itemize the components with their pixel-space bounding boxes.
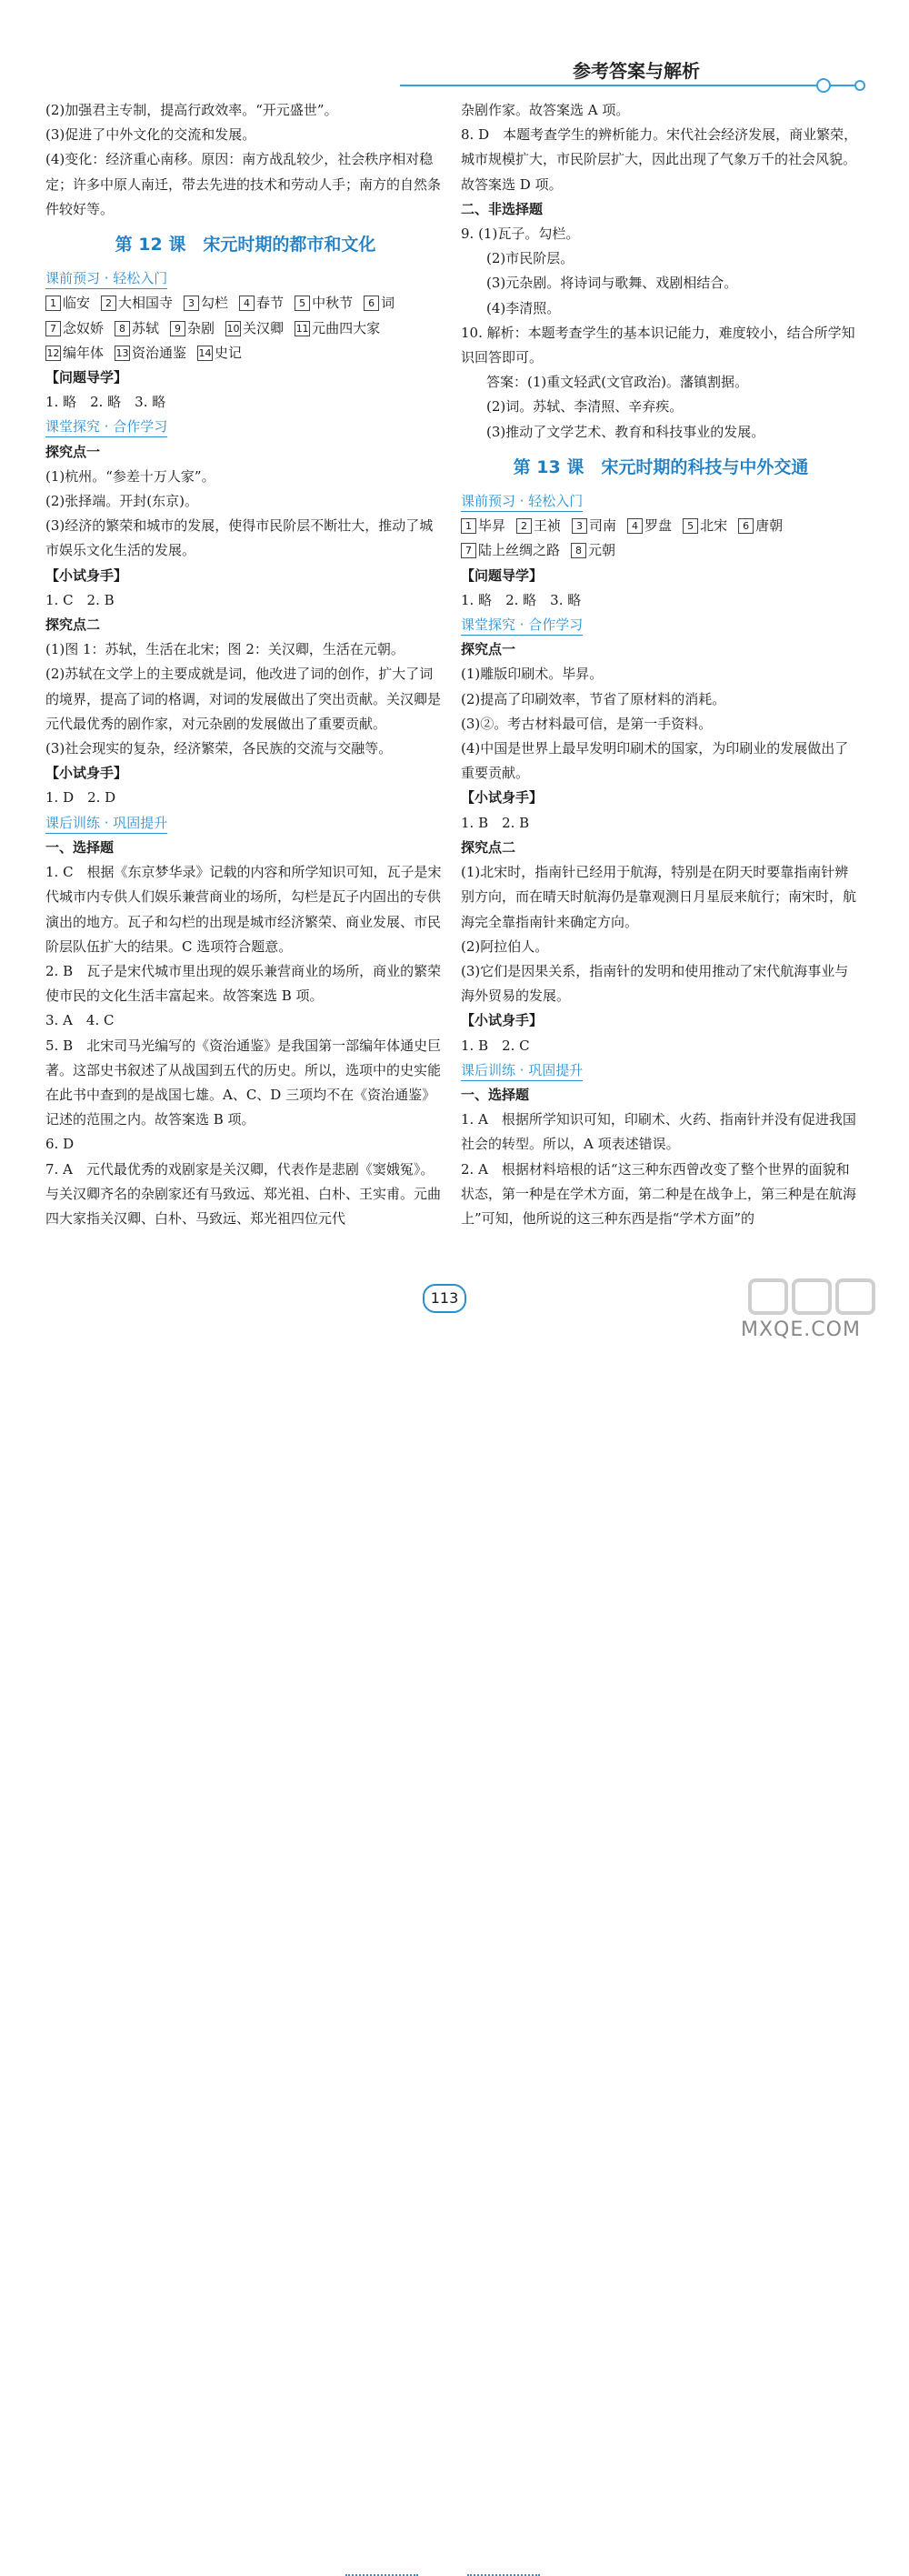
keyword-item: 7 陆上丝绸之路 <box>461 538 560 563</box>
lesson-12-title: 第 12 课 宋元时期的都市和文化 <box>115 235 376 256</box>
text-line: (3)促进了中外文化的交流和发展。 <box>45 126 256 144</box>
text-line: (4)李清照。 <box>486 299 561 316</box>
text-line: (2)加强君主专制，提高行政效率。“开元盛世”。 <box>45 102 338 118</box>
section-heading-explore: 课堂探究 · 合作学习 <box>461 615 583 636</box>
answer-item: 3. A 4. C <box>45 1012 115 1029</box>
keyword-item: 8 元朝 <box>571 538 615 563</box>
keyword-item: 1 临安 <box>45 291 90 316</box>
multiple-choice-heading: 一、选择题 <box>461 1086 530 1103</box>
answer-line: 1. 略 2. 略 3. 略 <box>45 394 166 411</box>
page-header <box>0 0 909 91</box>
keyword-list <box>461 514 861 563</box>
keyword-item: 9 杂剧 <box>170 316 215 341</box>
text-line: (1)图 1：苏轼，生活在北宋；图 2：关汉卿，生活在元朝。 <box>45 641 405 658</box>
keyword-item: 13 资治通鉴 <box>115 344 187 361</box>
keyword-list <box>45 291 445 366</box>
keyword-item: 2 大相国寺 <box>101 291 173 316</box>
text-line: (3)社会现实的复杂，经济繁荣，各民族的交流与交融等。 <box>45 740 393 757</box>
section-heading-practice: 课后训练 · 巩固提升 <box>45 813 167 834</box>
section-heading-explore: 课堂探究 · 合作学习 <box>45 416 167 437</box>
try-heading: 【小试身手】 <box>461 1012 544 1029</box>
page-number: 113 <box>423 1284 466 1313</box>
try-heading: 【小试身手】 <box>461 789 544 807</box>
non-choice-heading: 二、非选择题 <box>461 200 544 217</box>
keyword-item: 3 勾栏 <box>184 291 228 316</box>
keyword-item: 14 史记 <box>198 344 243 361</box>
keyword-item: 12 编年体 <box>46 344 105 361</box>
explore-point-heading: 探究点二 <box>45 616 101 634</box>
keyword-item: 5 北宋 <box>683 514 727 538</box>
question-guide-heading: 【问题导学】 <box>461 566 544 584</box>
text-line: (2)阿拉伯人。 <box>461 937 549 955</box>
answer-item: 1. A 根据所学知识可知，印刷术、火药、指南针并没有促进我国社会的转型。所以，A 项表述错误。 <box>461 1111 856 1153</box>
lesson-13-title: 第 13 课 宋元时期的科技与中外交通 <box>513 456 809 477</box>
answer-item: 2. B 瓦子是宋代城市里出现的娱乐兼营商业的场所，商业的繁荣使市民的文化生活丰富起来。故答案选 B 项。 <box>45 962 442 1005</box>
keyword-item: 1 毕昇 <box>461 514 505 538</box>
text-line: (3)推动了文学艺术、教育和科技事业的发展。 <box>486 423 765 440</box>
keyword-item: 4 罗盘 <box>627 514 672 538</box>
text-line: (2)苏轼在文学上的主要成就是词，他改进了词的创作，扩大了词的境界，提高了词的格调，对词的发展做出了突出贡献。关汉卿是元代最优秀的剧作家，对元杂剧的发展做出了重要贡献。 <box>45 666 442 732</box>
text-line: (1)北宋时，指南针已经用于航海，特别是在阴天时要靠指南针辨别方向，而在晴天时航海仍是靠观测日月星辰来航行；南宋时，航海完全靠指南针来确定方向。 <box>461 864 857 930</box>
section-heading-preview: 课前预习 · 轻松入门 <box>45 268 167 289</box>
keyword-item: 4 春节 <box>239 291 284 316</box>
text-line: (2)词。苏轼、李清照、辛弃疾。 <box>486 398 684 416</box>
keyword-item: 6 词 <box>364 291 395 316</box>
text-line: (3)经济的繁荣和城市的发展，使得市民阶层不断壮大，推动了城市娱乐文化生活的发展。 <box>45 517 434 559</box>
text-line: (2)市民阶层。 <box>486 250 574 267</box>
explore-point-heading: 探究点一 <box>461 641 516 658</box>
text-line: (2)提高了印刷效率，节省了原材料的消耗。 <box>461 690 726 707</box>
keyword-item: 11 元曲四大家 <box>295 319 381 336</box>
text-line: (2)张择端。开封(东京)。 <box>45 493 198 510</box>
explore-point-heading: 探究点一 <box>45 443 101 460</box>
text-line: (3)它们是因果关系，指南针的发明和使用推动了宋代航海事业与海外贸易的发展。 <box>461 962 849 1005</box>
text-line: (1)杭州。“参差十万人家”。 <box>45 467 215 485</box>
text-line: 杂剧作家。故答案选 A 项。 <box>461 102 630 118</box>
answer-line: 1. B 2. C <box>461 1037 530 1054</box>
text-line: (4)中国是世界上最早发明印刷术的国家，为印刷业的发展做出了重要贡献。 <box>461 740 849 782</box>
text-line: (1)雕版印刷术。毕昇。 <box>461 666 604 683</box>
answer-item: 10. 解析：本题考查学生的基本识记能力，难度较小，结合所学知识回答即可。 <box>461 324 855 366</box>
answer-item: 5. B 北宋司马光编写的《资治通鉴》是我国第一部编年体通史巨著。这部史书叙述了从战国到五代的历史。所以，选项中的史实能在此书中查到的是战国七雄。A、C、D 三项均不在《资治通鉴》记述的范围之内。故答案选 B 项。 <box>45 1037 442 1128</box>
try-heading: 【小试身手】 <box>45 765 128 782</box>
header-title: 参考答案与解析 <box>573 60 700 82</box>
answer-line: 1. 略 2. 略 3. 略 <box>461 591 582 608</box>
answer-item: 8. D 本题考查学生的辨析能力。宋代社会经济发展，商业繁荣，城市规模扩大，市民阶层扩大，因此出现了气象万千的社会风貌。故答案选 D 项。 <box>461 126 858 193</box>
text-line: (3)元杂剧。将诗词与歌舞、戏剧相结合。 <box>486 275 738 292</box>
keyword-item: 6 唐朝 <box>738 514 783 538</box>
header-ornament-icon <box>809 76 873 95</box>
keyword-item: 8 苏轼 <box>115 316 159 341</box>
header-rule <box>400 85 818 86</box>
try-heading: 【小试身手】 <box>45 566 128 584</box>
keyword-item: 3 司南 <box>572 514 616 538</box>
keyword-item: 7 念奴娇 <box>45 316 104 341</box>
text-line: (4)变化：经济重心南移。原因：南方战乱较少，社会秩序相对稳定；许多中原人南迁，带去先进的技术和劳动人手；南方的自然条件较好等。 <box>45 151 442 217</box>
right-column <box>461 98 861 1231</box>
answer-line: 1. D 2. D <box>45 789 116 807</box>
section-heading-practice: 课后训练 · 巩固提升 <box>461 1060 583 1081</box>
left-column <box>45 98 445 1231</box>
answer-line: 1. C 2. B <box>45 591 115 608</box>
answer-item: 7. A 元代最优秀的戏剧家是关汉卿，代表作是悲剧《窦娥冤》。与关汉卿齐名的杂剧家还有马致远、郑光祖、白朴、王实甫。元曲四大家指关汉卿、白朴、马致远、郑光祖四位元代 <box>45 1160 442 1227</box>
text-line: 答案：(1)重文轻武(文官政治)。藩镇割据。 <box>486 374 748 391</box>
section-heading-preview: 课前预习 · 轻松入门 <box>461 491 583 512</box>
watermark-text: MXQE.COM <box>741 1318 861 1341</box>
keyword-item: 5 中秋节 <box>295 291 353 316</box>
answer-item: 9. (1)瓦子。勾栏。 <box>461 226 580 243</box>
text-line: (3)②。考古材料最可信，是第一手资料。 <box>461 715 713 732</box>
explore-point-heading: 探究点二 <box>461 838 516 856</box>
answer-item: 1. C 根据《东京梦华录》记载的内容和所学知识可知，瓦子是宋代城市内专供人们娱乐兼营商业的场所，勾栏是瓦子内固出的专供演出的地方。瓦子和勾栏的出现是城市经济繁荣、商业发展、市民阶层队伍扩大的结果。C 选项符合题意。 <box>45 864 442 955</box>
keyword-item: 2 王祯 <box>516 514 561 538</box>
answer-line: 1. B 2. B <box>461 814 530 831</box>
question-guide-heading: 【问题导学】 <box>45 369 128 386</box>
multiple-choice-heading: 一、选择题 <box>45 838 115 856</box>
answer-item: 2. A 根据材料培根的话“这三种东西曾改变了整个世界的面貌和状态，第一种是在学术方面，第二种是在战争上，第三种是在航海上”可知，他所说的这三种东西是指“学术方面”的 <box>461 1160 857 1227</box>
keyword-item: 10 关汉卿 <box>226 319 285 336</box>
answer-item: 6. D <box>45 1136 75 1153</box>
